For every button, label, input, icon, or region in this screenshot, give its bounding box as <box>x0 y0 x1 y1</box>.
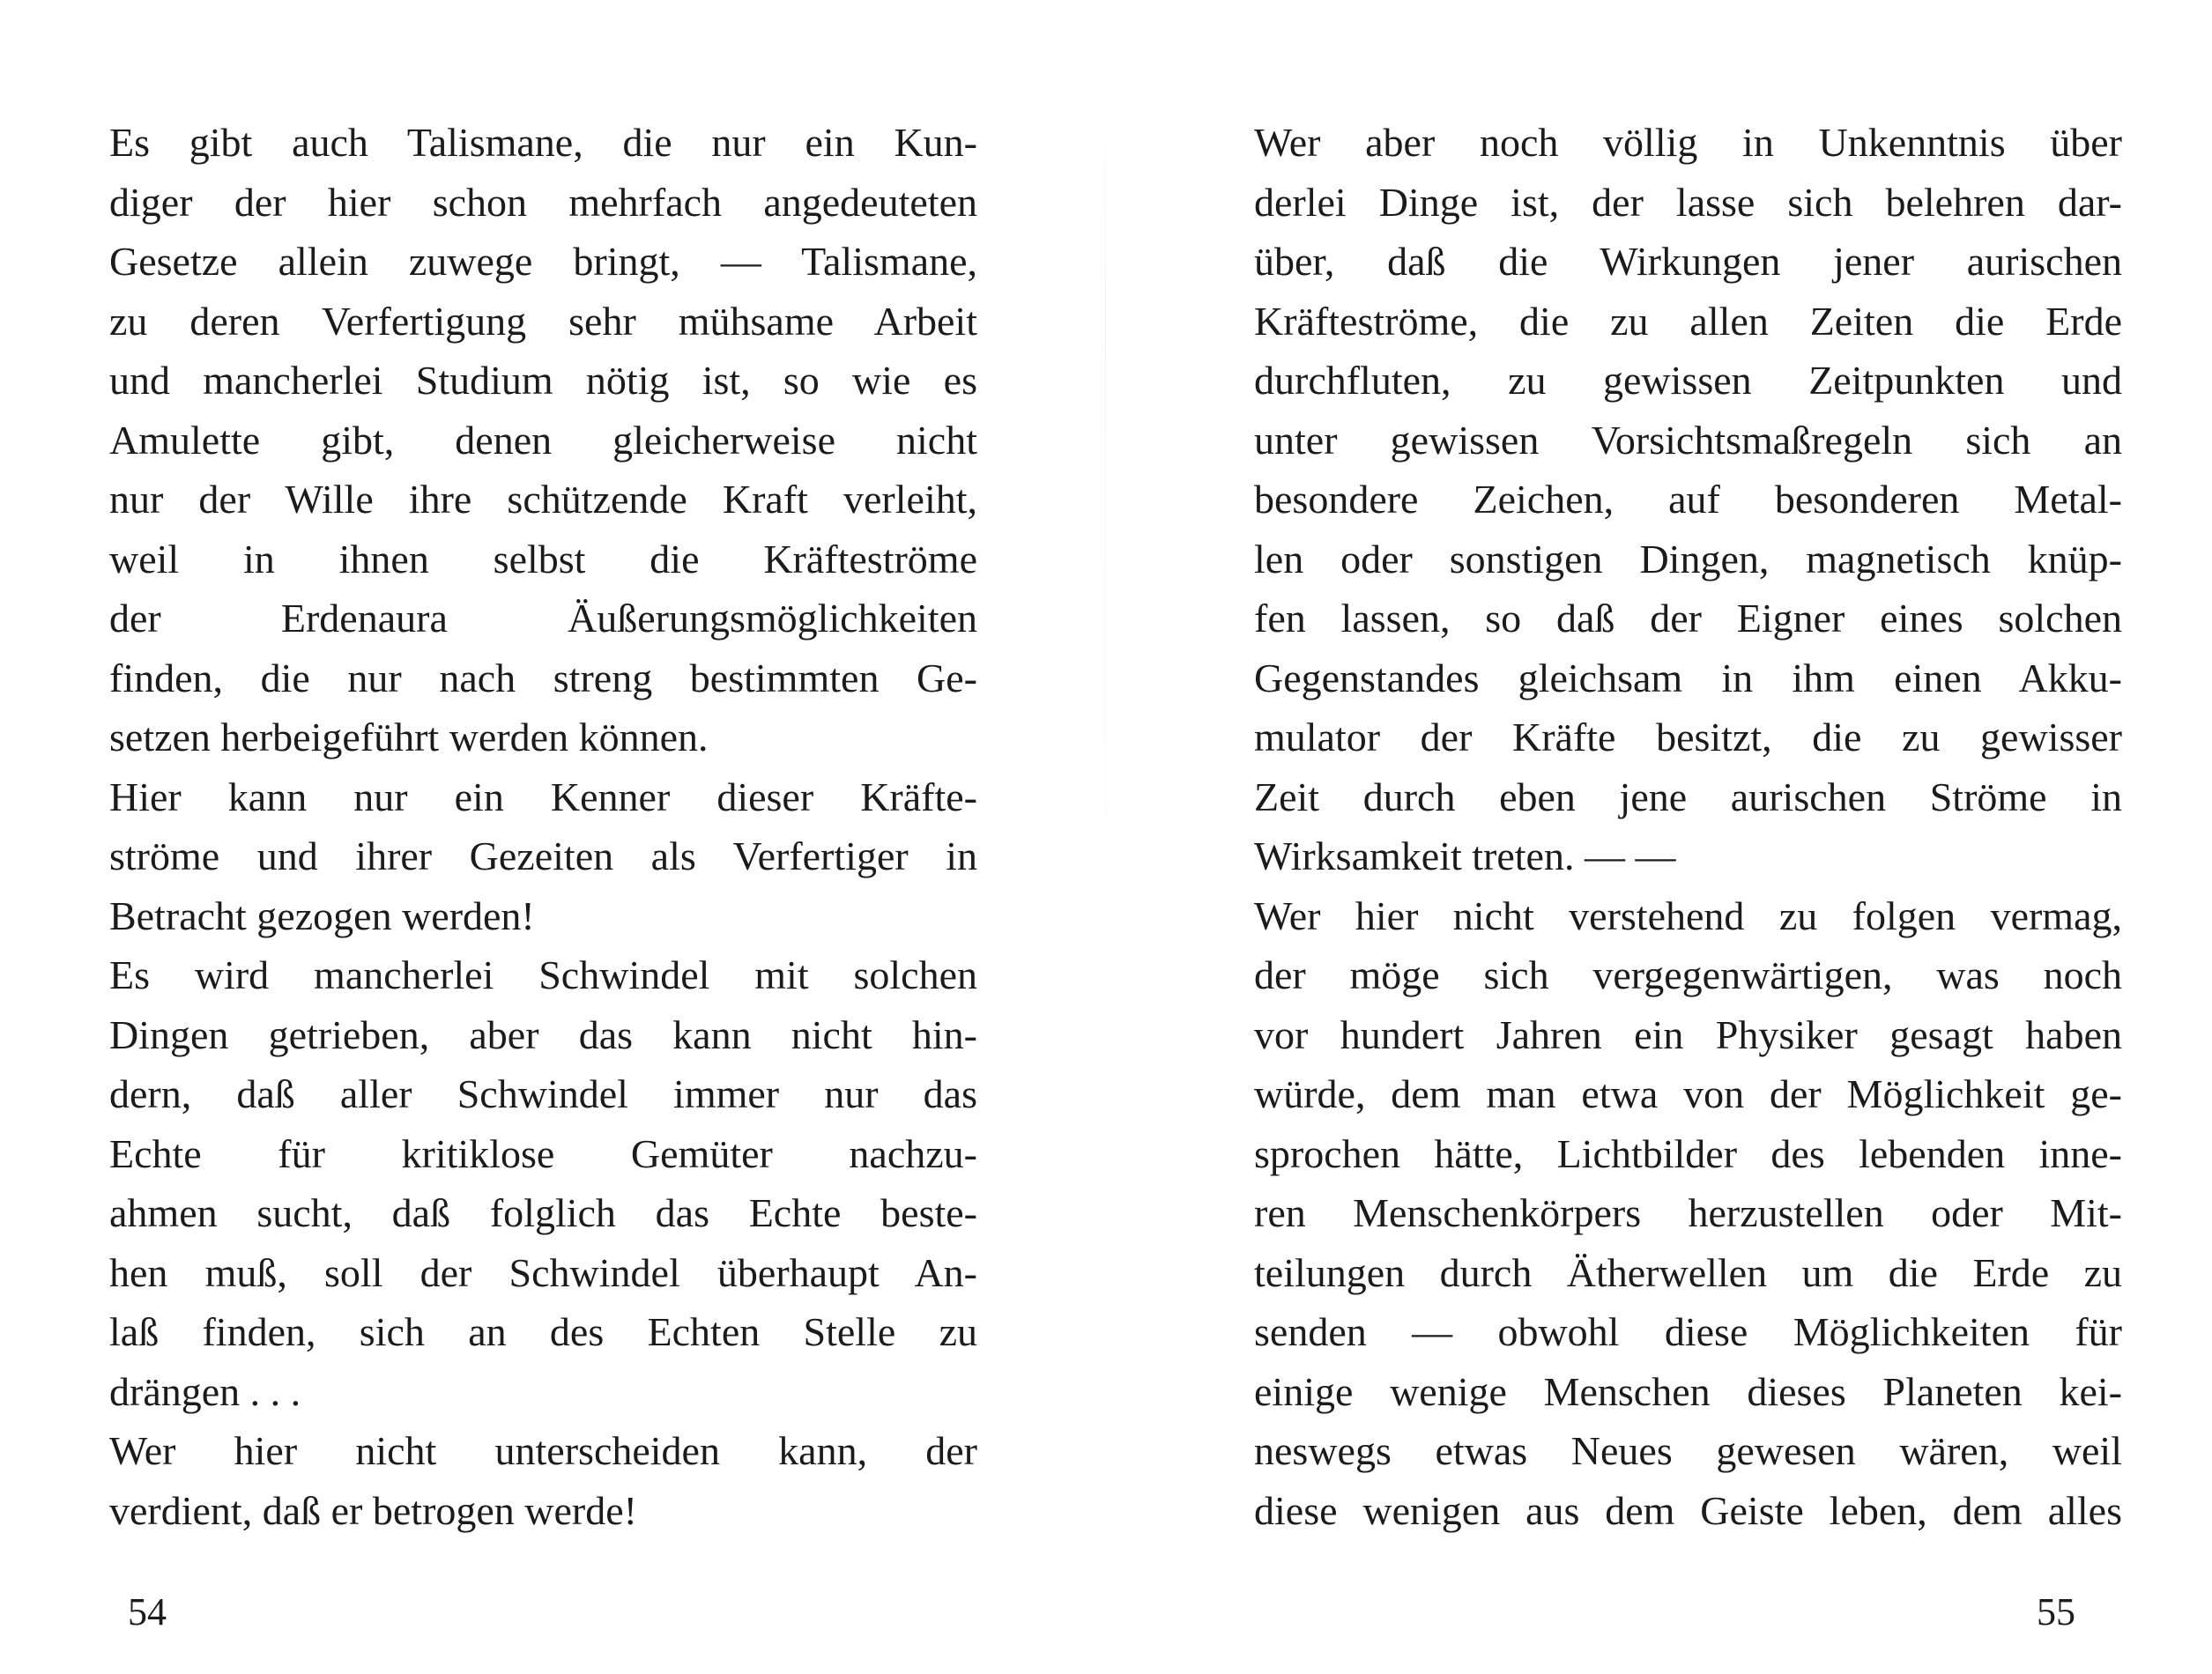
text-line: Kräfteströme, die zu allen Zeiten die Erde <box>1254 298 2122 344</box>
text-line: len oder sonstigen Dingen, magnetisch knüp- <box>1254 536 2122 581</box>
text-line: der möge sich vergegenwärtigen, was noch <box>1254 952 2122 997</box>
text-line: vor hundert Jahren ein Physiker gesagt haben <box>1254 1011 2122 1057</box>
text-line: Echte für kritiklose Gemüter nachzu- <box>109 1130 977 1176</box>
text-line: durchfluten, zu gewissen Zeitpunkten und <box>1254 358 2122 403</box>
text-line: Gesetze allein zuwege bringt, — Talismane, <box>109 239 977 284</box>
text-line: unter gewissen Vorsichtsmaßregeln sich an <box>1254 417 2122 463</box>
text-line: Wirksamkeit treten. — — <box>1254 833 1676 878</box>
text-line: ahmen sucht, daß folglich das Echte beste- <box>109 1190 977 1235</box>
text-line: ströme und ihrer Gezeiten als Verfertiger in <box>109 833 977 878</box>
text-line: Gegenstandes gleichsam in ihm einen Akku- <box>1254 655 2122 700</box>
text-line: mulator der Kräfte besitzt, die zu gewisser <box>1254 715 2122 759</box>
text-line: senden — obwohl diese Möglichkeiten für <box>1254 1309 2122 1354</box>
text-line: Zeit durch eben jene aurischen Ströme in <box>1254 774 2122 819</box>
text-line: neswegs etwas Neues gewesen wären, weil <box>1254 1428 2122 1473</box>
right-page <box>1106 0 2212 1674</box>
text-line: drängen . . . <box>109 1368 301 1414</box>
text-line: setzen herbeigeführt werden können. <box>109 715 709 759</box>
text-line: Wer hier nicht verstehend zu folgen vermag, <box>1254 893 2122 938</box>
text-line: besondere Zeichen, auf besonderen Metal- <box>1254 477 2122 522</box>
right-page-text <box>1254 113 2122 1540</box>
text-line: Dingen getrieben, aber das kann nicht hin- <box>109 1011 977 1057</box>
text-line: der Erdenaura Äußerungsmöglichkeiten <box>109 596 977 641</box>
text-line: diese wenigen aus dem Geiste leben, dem alles <box>1254 1487 2122 1533</box>
text-line: Es gibt auch Talismane, die nur ein Kun- <box>109 120 977 165</box>
text-line: Es wird mancherlei Schwindel mit solchen <box>109 952 977 997</box>
text-line: weil in ihnen selbst die Kräfteströme <box>109 536 977 581</box>
text-line: teilungen durch Ätherwellen um die Erde zu <box>1254 1249 2122 1295</box>
text-line: diger der hier schon mehrfach angedeuteten <box>109 179 977 225</box>
text-line: über, daß die Wirkungen jener aurischen <box>1254 239 2122 284</box>
text-line: derlei Dinge ist, der lasse sich belehren dar- <box>1254 179 2122 225</box>
text-line: verdient, daß er betrogen werde! <box>109 1487 637 1533</box>
text-line: finden, die nur nach streng bestimmten Ge- <box>109 655 977 700</box>
text-line: würde, dem man etwa von der Möglichkeit ge- <box>1254 1071 2122 1116</box>
text-line: laß finden, sich an des Echten Stelle zu <box>109 1309 977 1354</box>
text-line: Amulette gibt, denen gleicherweise nicht <box>109 417 977 463</box>
text-line: dern, daß aller Schwindel immer nur das <box>109 1071 977 1116</box>
text-line: zu deren Verfertigung sehr mühsame Arbeit <box>109 298 977 344</box>
text-line: hen muß, soll der Schwindel überhaupt An- <box>109 1249 977 1295</box>
text-line: sprochen hätte, Lichtbilder des lebenden inne- <box>1254 1130 2122 1176</box>
text-line: nur der Wille ihre schützende Kraft verleiht, <box>109 477 977 522</box>
text-line: fen lassen, so daß der Eigner eines solchen <box>1254 596 2122 641</box>
text-line: Wer aber noch völlig in Unkenntnis über <box>1254 120 2122 165</box>
left-page-text <box>109 113 977 1540</box>
text-line: und mancherlei Studium nötig ist, so wie es <box>109 358 977 403</box>
text-line: ren Menschenkörpers herzustellen oder Mit- <box>1254 1190 2122 1235</box>
page-number: 55 <box>2037 1590 2075 1633</box>
text-line: einige wenige Menschen dieses Planeten kei- <box>1254 1368 2122 1414</box>
text-line: Hier kann nur ein Kenner dieser Kräfte- <box>109 774 977 819</box>
text-line: Wer hier nicht unterscheiden kann, der <box>109 1428 977 1473</box>
text-line: Betracht gezogen werden! <box>109 893 535 938</box>
page-number: 54 <box>128 1590 167 1633</box>
